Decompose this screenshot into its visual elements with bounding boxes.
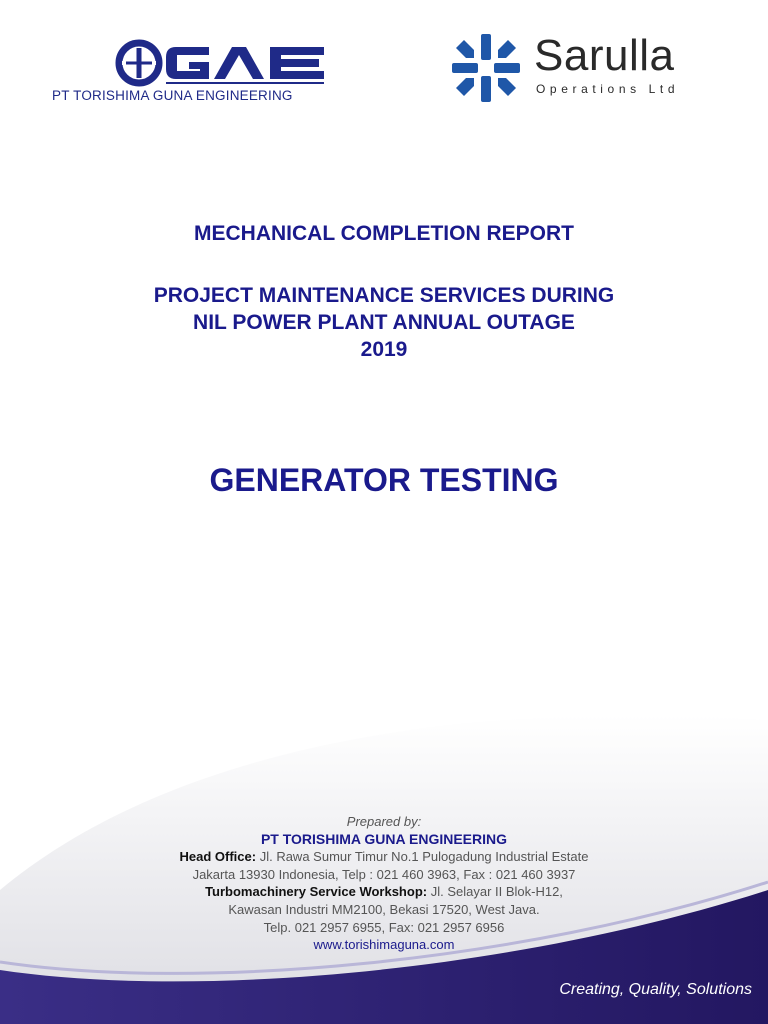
sarulla-name: Sarulla: [534, 31, 675, 80]
website-link[interactable]: www.torishimaguna.com: [313, 937, 455, 953]
prepared-by-label: Prepared by:: [346, 814, 422, 829]
workshop-address: Jl. Selayar II Blok-H12,: [427, 884, 563, 900]
project-title-line: 2019: [360, 338, 408, 361]
report-title: MECHANICAL COMPLETION REPORT: [194, 222, 574, 245]
prepared-by-block: [0, 813, 768, 954]
tge-logo: [52, 38, 352, 110]
sarulla-logo-mark: [450, 32, 522, 104]
head-office-label: Head Office:: [179, 849, 257, 865]
tagline: Creating, Quality, Solutions: [559, 981, 752, 998]
tge-logo-mark: [114, 38, 334, 88]
project-title: [0, 282, 768, 363]
tge-company-name: PT TORISHIMA GUNA ENGINEERING: [52, 88, 293, 103]
workshop-address-2: Kawasan Industri MM2100, Bekasi 17520, West Java.: [228, 901, 540, 917]
prepared-by-company: PT TORISHIMA GUNA ENGINEERING: [260, 830, 508, 847]
workshop-line: [0, 883, 768, 901]
head-office-line: [0, 848, 768, 866]
head-office-contact: Jakarta 13930 Indonesia, Telp : 021 460 3963, Fax : 021 460 3937: [192, 866, 576, 882]
report-subject: GENERATOR TESTING: [209, 462, 559, 498]
workshop-label: Turbomachinery Service Workshop:: [205, 884, 428, 900]
workshop-contact: Telp. 021 2957 6955, Fax: 021 2957 6956: [263, 919, 505, 935]
project-title-line: PROJECT MAINTENANCE SERVICES DURING: [153, 284, 615, 307]
project-title-line: NIL POWER PLANT ANNUAL OUTAGE: [193, 311, 575, 334]
sarulla-logo: [450, 32, 750, 104]
head-office-address: Jl. Rawa Sumur Timur No.1 Pulogadung Industrial Estate: [256, 849, 589, 865]
sarulla-subtitle: Operations Ltd: [536, 82, 680, 96]
